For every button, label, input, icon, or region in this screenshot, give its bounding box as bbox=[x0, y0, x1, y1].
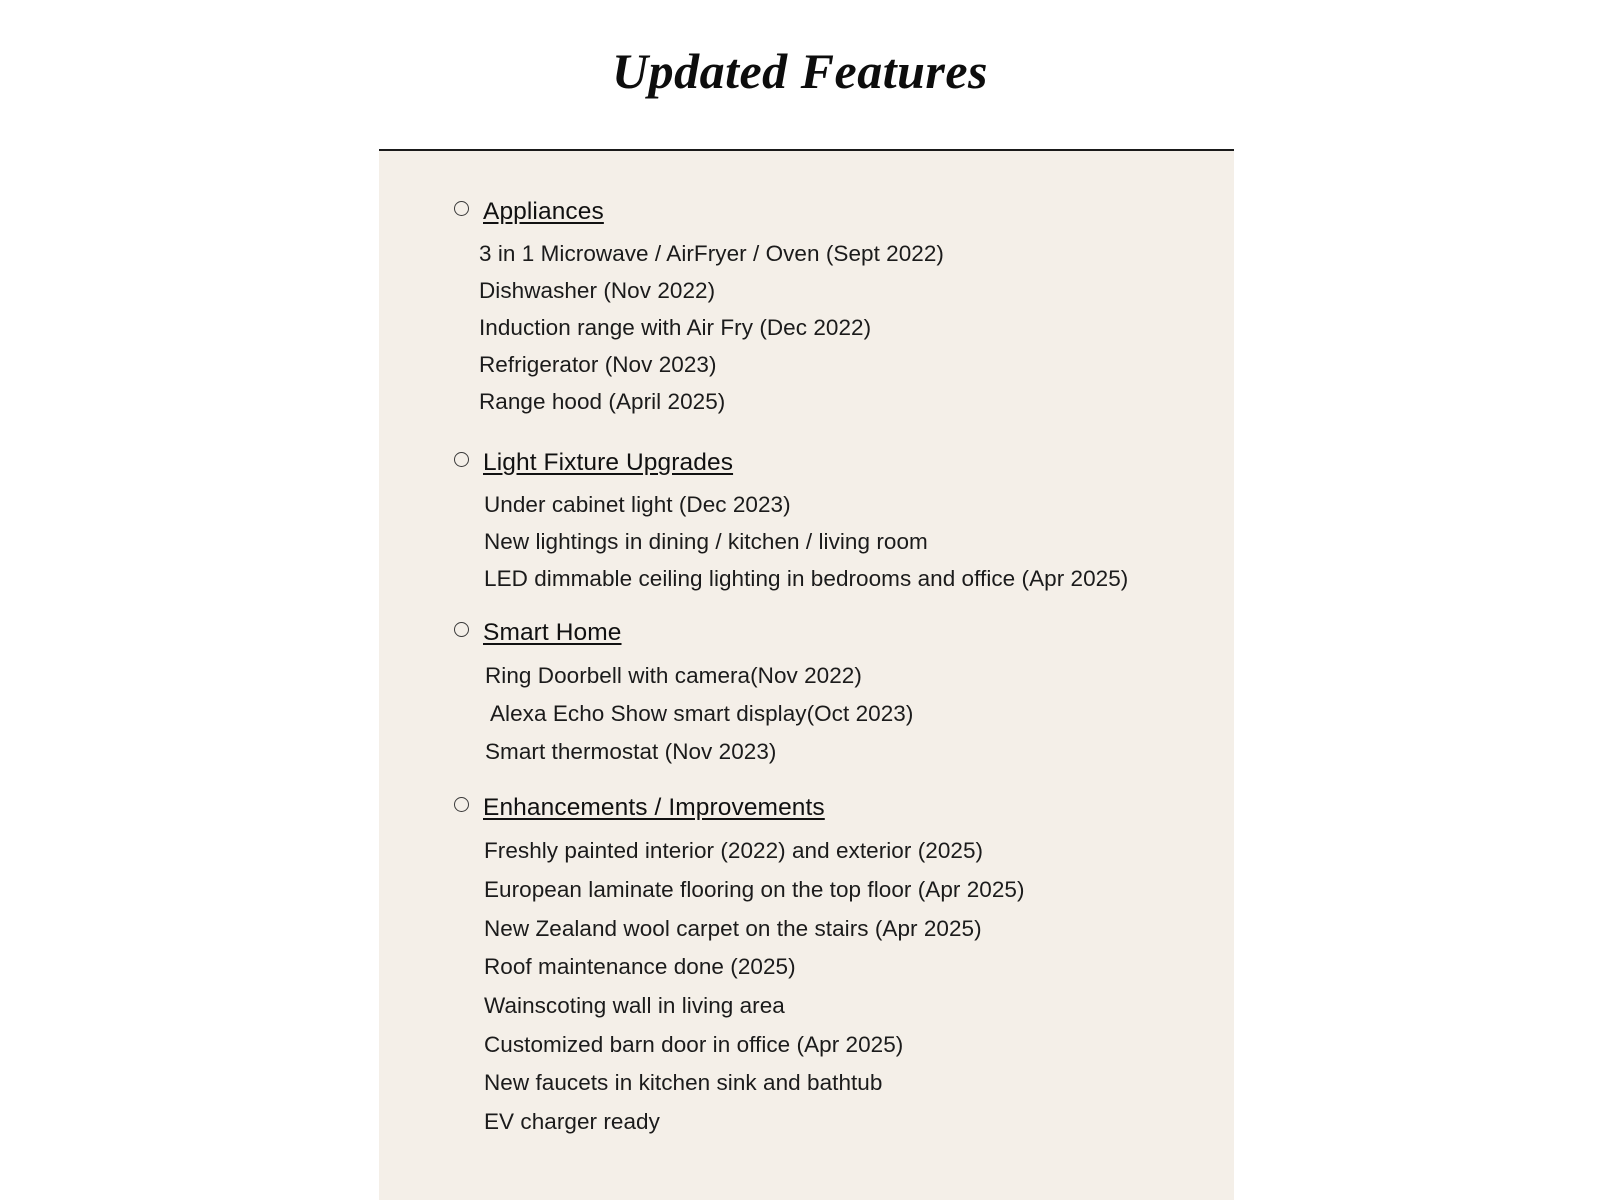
circle-bullet-icon bbox=[454, 622, 469, 637]
section-heading-row bbox=[454, 620, 1194, 647]
list-item: Roof maintenance done (2025) bbox=[484, 954, 796, 980]
list-item: 3 in 1 Microwave / AirFryer / Oven (Sept 2022) bbox=[479, 240, 944, 266]
list-item: Smart thermostat (Nov 2023) bbox=[485, 738, 777, 764]
list-item: EV charger ready bbox=[484, 1109, 660, 1135]
section-items bbox=[454, 487, 1194, 598]
section-appliances bbox=[454, 199, 1194, 420]
list-item: Dishwasher (Nov 2022) bbox=[479, 277, 716, 303]
section-heading: Enhancements / Improvements bbox=[483, 794, 825, 822]
list-item: LED dimmable ceiling lighting in bedrooms and office (Apr 2025) bbox=[484, 566, 1129, 592]
list-item: New lightings in dining / kitchen / living room bbox=[484, 529, 928, 555]
section-heading-row bbox=[454, 450, 1194, 477]
section-heading: Appliances bbox=[483, 198, 604, 225]
section-light-fixture-upgrades bbox=[454, 450, 1194, 598]
list-item: Freshly painted interior (2022) and exterior (2025) bbox=[484, 838, 984, 864]
list-item: Customized barn door in office (Apr 2025) bbox=[484, 1031, 904, 1057]
list-item: Alexa Echo Show smart display(Oct 2023) bbox=[490, 700, 914, 726]
section-smart-home bbox=[454, 620, 1194, 770]
section-heading: Smart Home bbox=[483, 619, 622, 646]
section-heading-row bbox=[454, 199, 1194, 226]
list-item: Induction range with Air Fry (Dec 2022) bbox=[479, 314, 872, 340]
section-heading: Light Fixture Upgrades bbox=[483, 449, 734, 477]
list-item: New faucets in kitchen sink and bathtub bbox=[484, 1070, 883, 1096]
section-heading-row bbox=[454, 795, 1194, 822]
section-items bbox=[454, 236, 1194, 420]
circle-bullet-icon bbox=[454, 201, 469, 216]
section-items bbox=[454, 832, 1194, 1142]
list-item: Range hood (April 2025) bbox=[479, 388, 726, 414]
page-title: Updated Features bbox=[611, 43, 989, 99]
list-item: European laminate flooring on the top floor (Apr 2025) bbox=[484, 876, 1025, 902]
list-item: Ring Doorbell with camera(Nov 2022) bbox=[485, 662, 862, 688]
circle-bullet-icon bbox=[454, 797, 469, 812]
circle-bullet-icon bbox=[454, 452, 469, 467]
list-item: Under cabinet light (Dec 2023) bbox=[484, 492, 791, 518]
features-list bbox=[379, 151, 1234, 1142]
list-item: New Zealand wool carpet on the stairs (Apr 2025) bbox=[484, 915, 982, 941]
section-items bbox=[454, 657, 1194, 770]
list-item: Refrigerator (Nov 2023) bbox=[479, 351, 717, 377]
list-item: Wainscoting wall in living area bbox=[484, 993, 785, 1019]
document-sheet bbox=[379, 149, 1234, 1200]
section-enhancements-improvements bbox=[454, 795, 1194, 1141]
